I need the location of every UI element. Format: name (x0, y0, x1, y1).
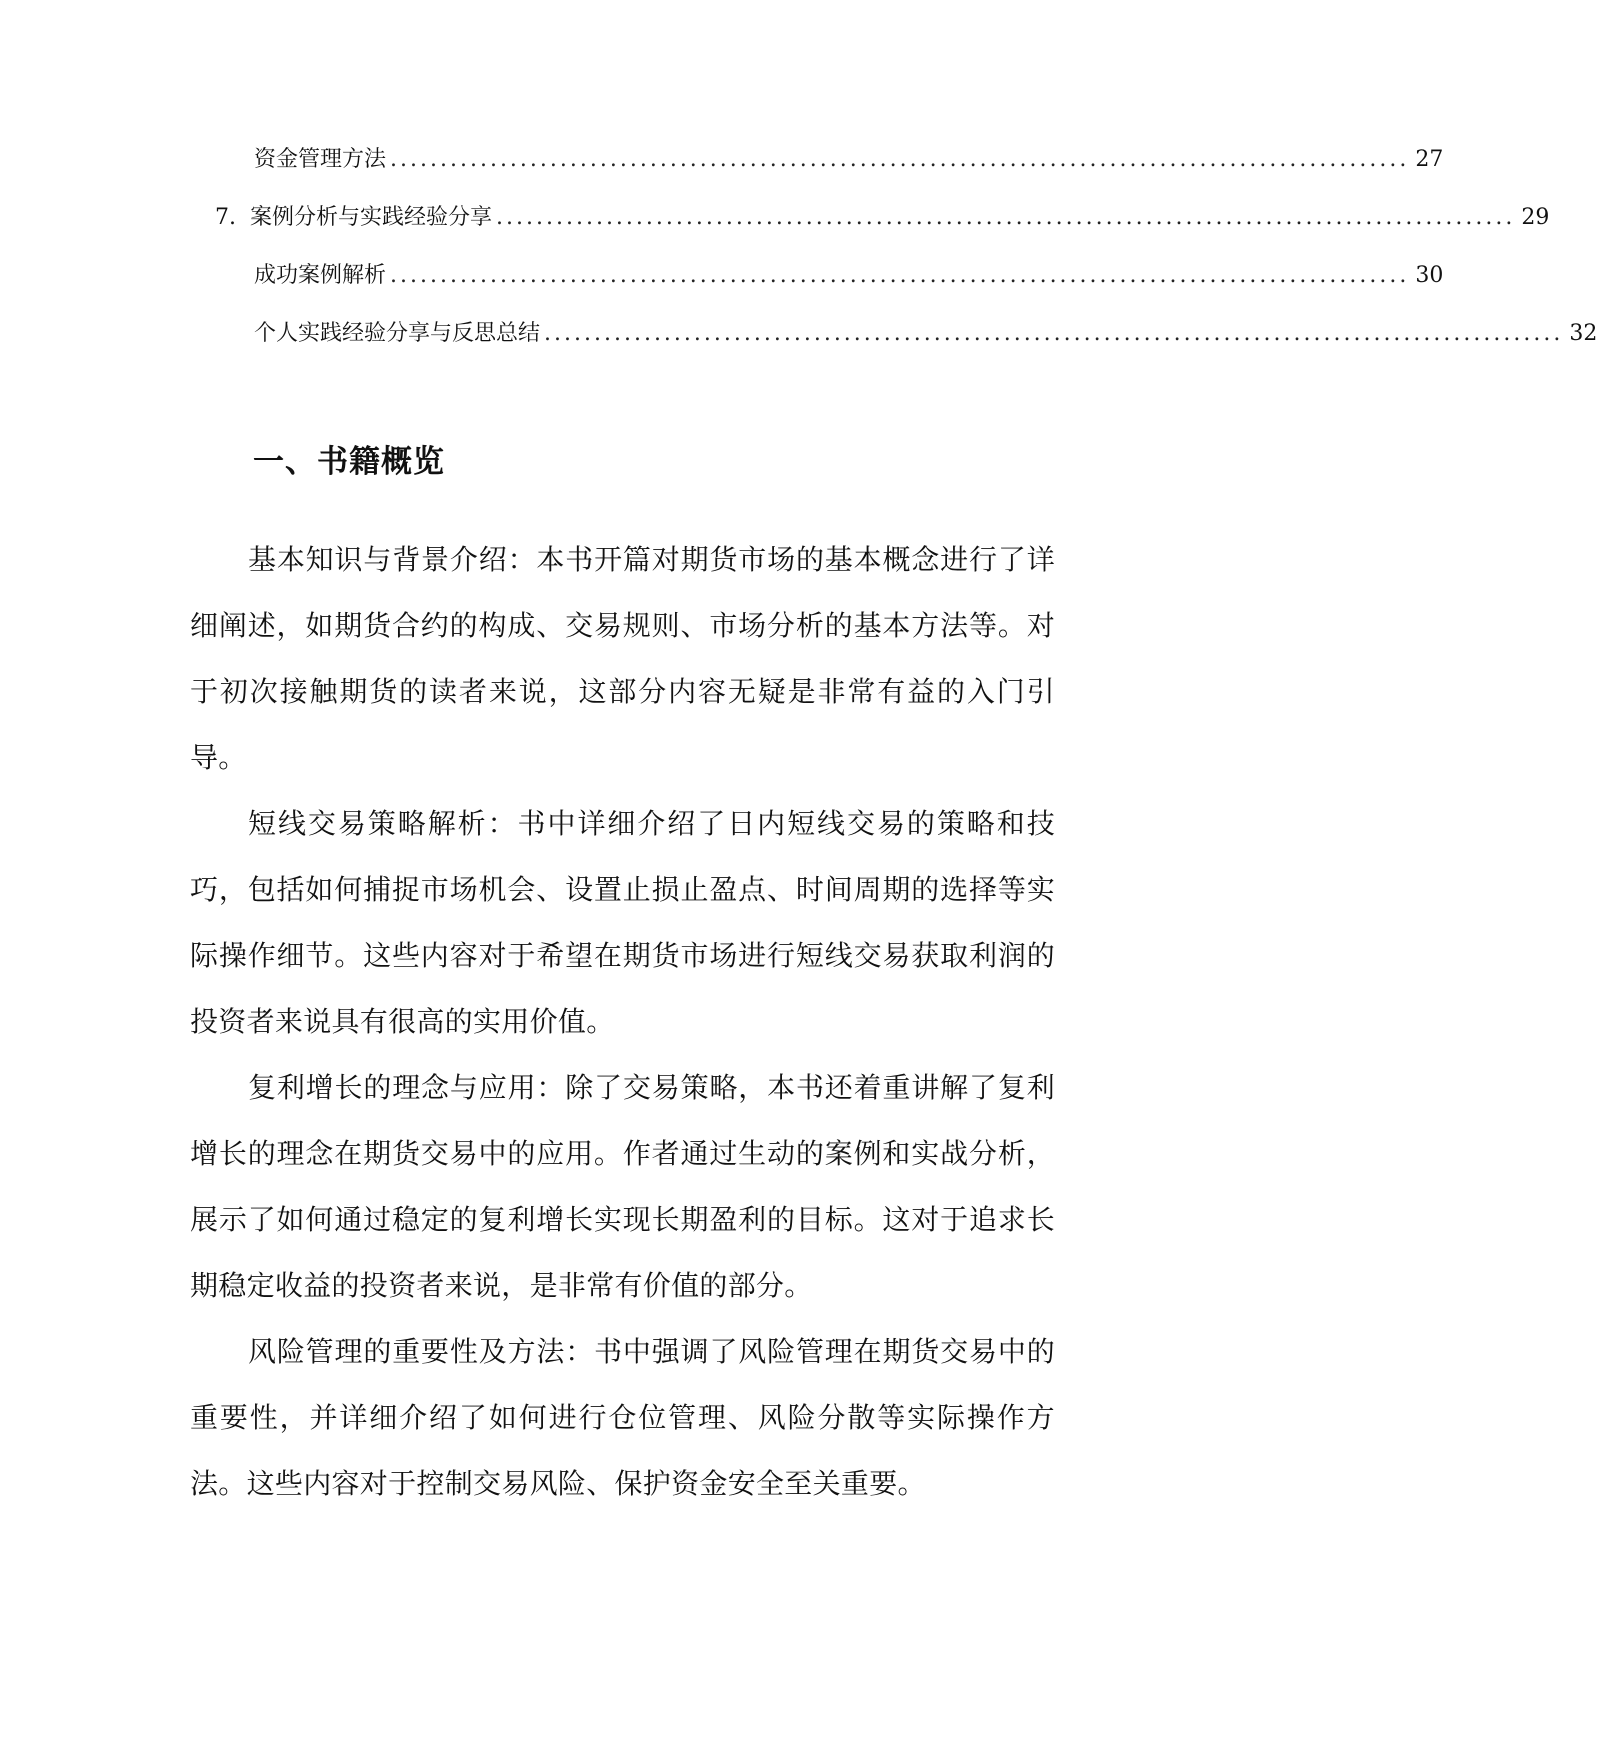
toc-entry[interactable] (240, 261, 1444, 291)
toc-entry-page: 27 (1415, 147, 1444, 172)
paragraph-risk-management: 风险管理的重要性及方法：书中强调了风险管理在期货交易中的重要性，并详细介绍了如何进行仓位管理、风险分散等实际操作方法。这些内容对于控制交易风险、保护资金安全至关重要。 (190, 1335, 1055, 1500)
toc-entry[interactable] (240, 145, 1444, 175)
toc-entry[interactable] (240, 319, 1597, 349)
toc-dot-leader: ...................................................................................................... (390, 263, 1410, 288)
paragraph-compound-growth: 复利增长的理念与应用：除了交易策略，本书还着重讲解了复利增长的理念在期货交易中的应用。作者通过生动的案例和实战分析，展示了如何通过稳定的复利增长实现长期盈利的目标。这对于追求长期稳定收益的投资者来说，是非常有价值的部分。 (190, 1071, 1055, 1302)
toc-entry-title: 资金管理方法 (254, 147, 387, 172)
paragraph-basic-knowledge: 基本知识与背景介绍：本书开篇对期货市场的基本概念进行了详细阐述，如期货合约的构成、交易规则、市场分析的基本方法等。对于初次接触期货的读者来说，这部分内容无疑是非常有益的入门引导。 (190, 543, 1055, 774)
toc-dot-leader: ...................................................................................................... (390, 147, 1410, 172)
toc-entry-page: 29 (1521, 205, 1550, 230)
toc-dot-leader: ...................................................................................................... (496, 205, 1516, 230)
toc-entry-number: 7. (215, 205, 236, 230)
toc-entry-title: 案例分析与实践经验分享 (250, 205, 493, 230)
toc-dot-leader: ...................................................................................................... (544, 321, 1564, 346)
toc-entry-title: 个人实践经验分享与反思总结 (254, 321, 541, 346)
section-heading: 一、书籍概览 (253, 444, 445, 480)
toc-entry-page: 32 (1569, 321, 1597, 346)
section-body (190, 527, 1055, 1517)
toc-entry-title: 成功案例解析 (254, 263, 387, 288)
toc-entry[interactable] (215, 203, 1550, 233)
toc-entry-page: 30 (1415, 263, 1444, 288)
paragraph-short-term-strategy: 短线交易策略解析：书中详细介绍了日内短线交易的策略和技巧，包括如何捕捉市场机会、设置止损止盈点、时间周期的选择等实际操作细节。这些内容对于希望在期货市场进行短线交易获取利润的投资者来说具有很高的实用价值。 (190, 807, 1055, 1038)
